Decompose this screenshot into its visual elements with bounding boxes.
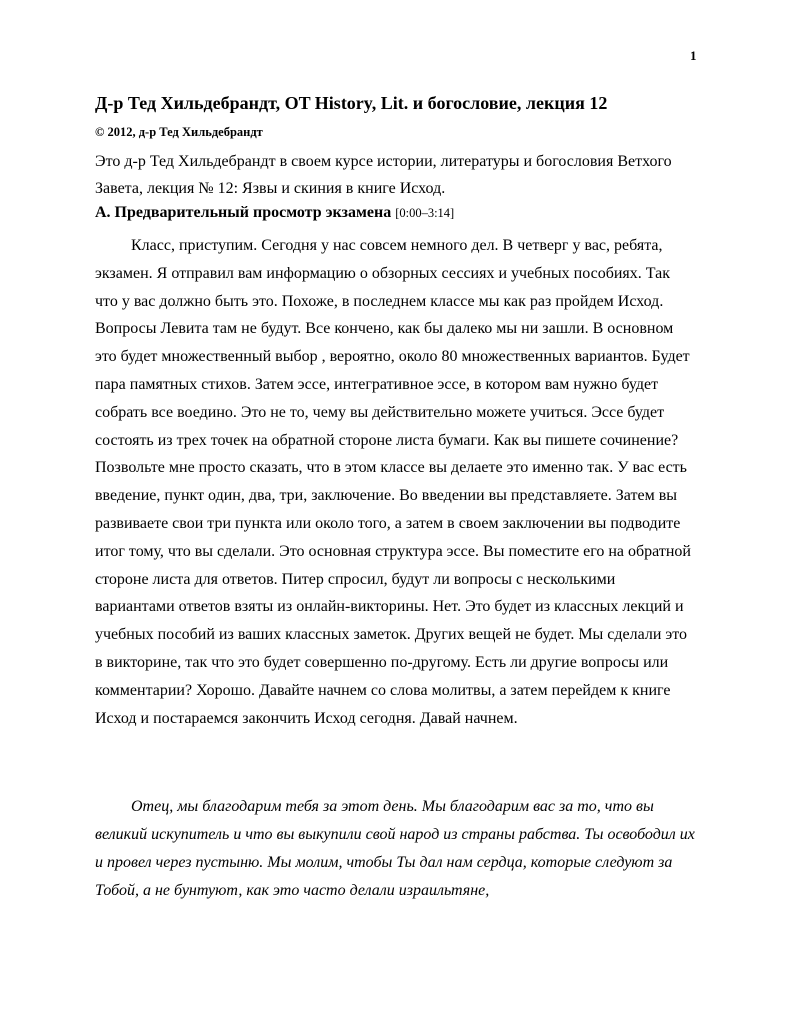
document-title: Д-р Тед Хильдебрандт, OT History, Lit. и богословие, лекция 12: [95, 93, 608, 113]
section-heading-a: [95, 204, 454, 222]
page-number: 1: [690, 48, 697, 63]
section-timestamp: [0:00–3:14]: [395, 206, 455, 220]
section-a-paragraph: Класс, приступим. Сегодня у нас совсем немного дел. В четверг у вас, ребята, экзамен. Я отправил вам информацию о обзорных сессиях и учебных пособиях. Так что у вас должно быть это. Похоже, в последнем классе мы как раз пройдем Исход. Вопросы Левита там не будут. Все кончено, как бы далеко мы ни зашли. В основном это будет множественный выбор , вероятно, около 80 множественных вариантов. Будет пара памятных стихов. Затем эссе, интегративное эссе, в котором вам нужно будет собрать все воедино. Это не то, чему вы действительно можете учиться. Эссе будет состоять из трех точек на обратной стороне листа бумаги. Как вы пишете сочинение? Позвольте мне просто сказать, что в этом классе вы делаете это именно так. У вас есть введение, пункт один, два, три, заключение. Во введении вы представляете. Затем вы развиваете свои три пункта или около того, а затем в своем заключении вы подводите итог тому, что вы сделали. Это основная структура эссе. Вы поместите его на обратной стороне листа для ответов. Питер спросил, будут ли вопросы с несколькими вариантами ответов взяты из онлайн-викторины. Нет. Это будет из классных лекций и учебных пособий из ваших классных заметок. Других вещей не будет. Мы сделали это в викторине, так что это будет совершенно по-другому. Есть ли другие вопросы или комментарии? Хорошо. Давайте начнем со слова молитвы, а затем перейдем к книге Исход и постараемся закончить Исход сегодня. Давай начнем.: [95, 237, 691, 727]
prayer-paragraph: Отец, мы благодарим тебя за этот день. Мы благодарим вас за то, что вы великий искупитель и что вы выкупили свой народ из страны рабства. Ты освободил их и провел через пустыню. Мы молим, чтобы Ты дал нам сердца, которые следуют за Тобой, а не бунтуют, как это часто делали израильтяне,: [95, 798, 695, 899]
section-heading-text: А. Предварительный просмотр экзамена: [95, 204, 392, 221]
copyright-line: © 2012, д-р Тед Хильдебрандт: [95, 125, 263, 139]
intro-paragraph: Это д-р Тед Хильдебрандт в своем курсе истории, литературы и богословия Ветхого Завета, лекция № 12: Язвы и скиния в книге Исход.: [95, 153, 672, 197]
